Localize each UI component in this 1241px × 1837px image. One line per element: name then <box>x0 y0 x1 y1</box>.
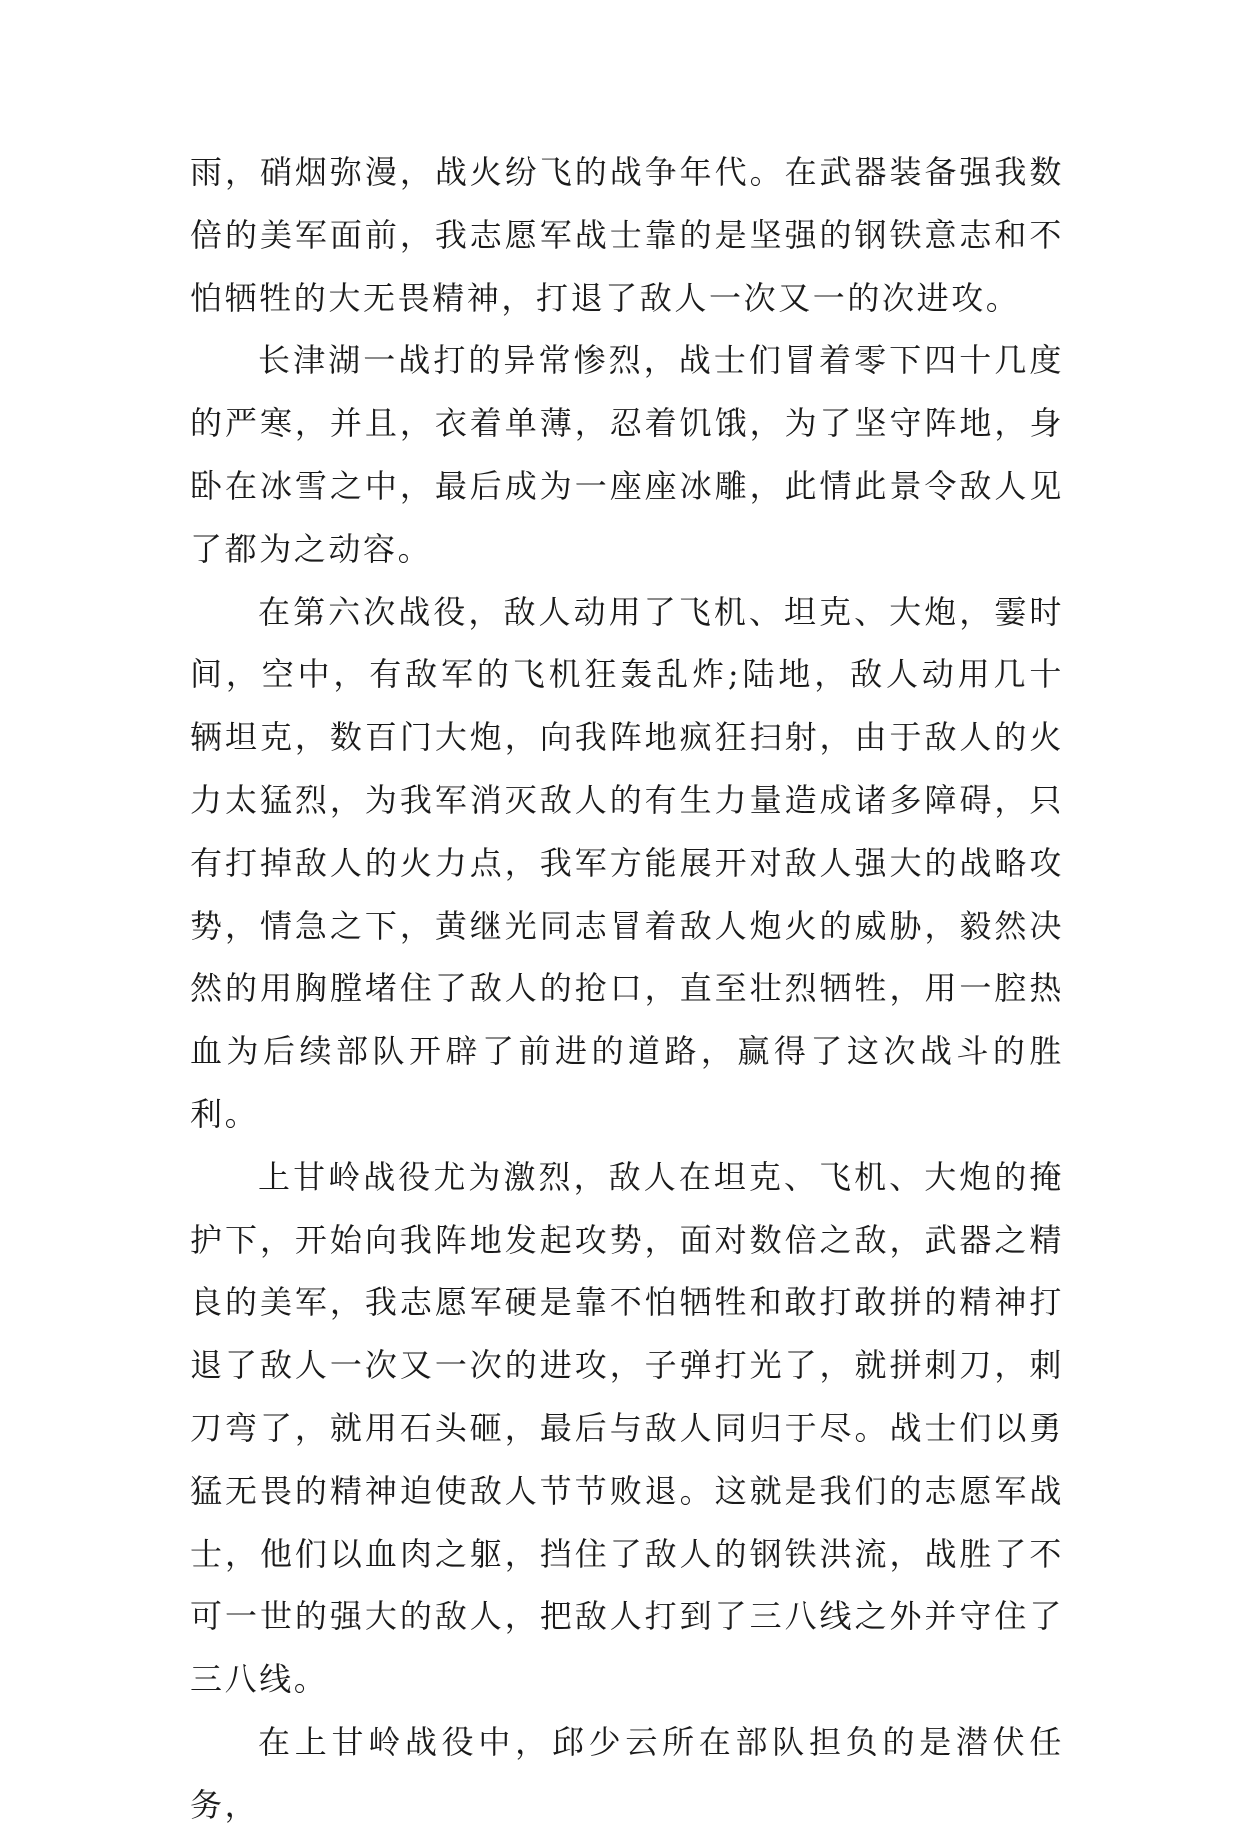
paragraph-5: 在上甘岭战役中，邱少云所在部队担负的是潜伏任务， <box>190 1722 1064 1824</box>
paragraph-1: 雨，硝烟弥漫，战火纷飞的战争年代。在武器装备强我数倍的美军面前，我志愿军战士靠的是坚强的钢铁意志和不怕牺牲的大无畏精神，打退了敌人一次又一的次进攻。 <box>190 153 1064 317</box>
paragraph-4: 上甘岭战役尤为激烈，敌人在坦克、飞机、大炮的掩护下，开始向我阵地发起攻势，面对数倍之敌，武器之精良的美军，我志愿军硬是靠不怕牺牲和敢打敢拼的精神打退了敌人一次又一次的进攻，子弹打光了，就拼刺刀，刺刀弯了，就用石头砸，最后与敌人同归于尽。战士们以勇猛无畏的精神迫使敌人节节败退。这就是我们的志愿军战士，他们以血肉之躯，挡住了敌人的钢铁洪流，战胜了不可一世的强大的敌人，把敌人打到了三八线之外并守住了三八线。 <box>190 1157 1064 1699</box>
paragraph-2: 长津湖一战打的异常惨烈，战士们冒着零下四十几度的严寒，并且，衣着单薄，忍着饥饿，为了坚守阵地，身卧在冰雪之中，最后成为一座座冰雕，此情此景令敌人见了都为之动容。 <box>190 341 1064 568</box>
paragraph-3: 在第六次战役，敌人动用了飞机、坦克、大炮，霎时间，空中，有敌军的飞机狂轰乱炸;陆地，敌人动用几十辆坦克，数百门大炮，向我阵地疯狂扫射，由于敌人的火力太猛烈，为我军消灭敌人的有生力量造成诸多障碍，只有打掉敌人的火力点，我军方能展开对敌人强大的战略攻势，情急之下，黄继光同志冒着敌人炮火的威胁，毅然决然的用胸膛堵住了敌人的抢口，直至壮烈牺牲，用一腔热血为后续部队开辟了前进的道路，赢得了这次战斗的胜利。 <box>190 592 1064 1133</box>
document-body <box>190 141 1064 1837</box>
